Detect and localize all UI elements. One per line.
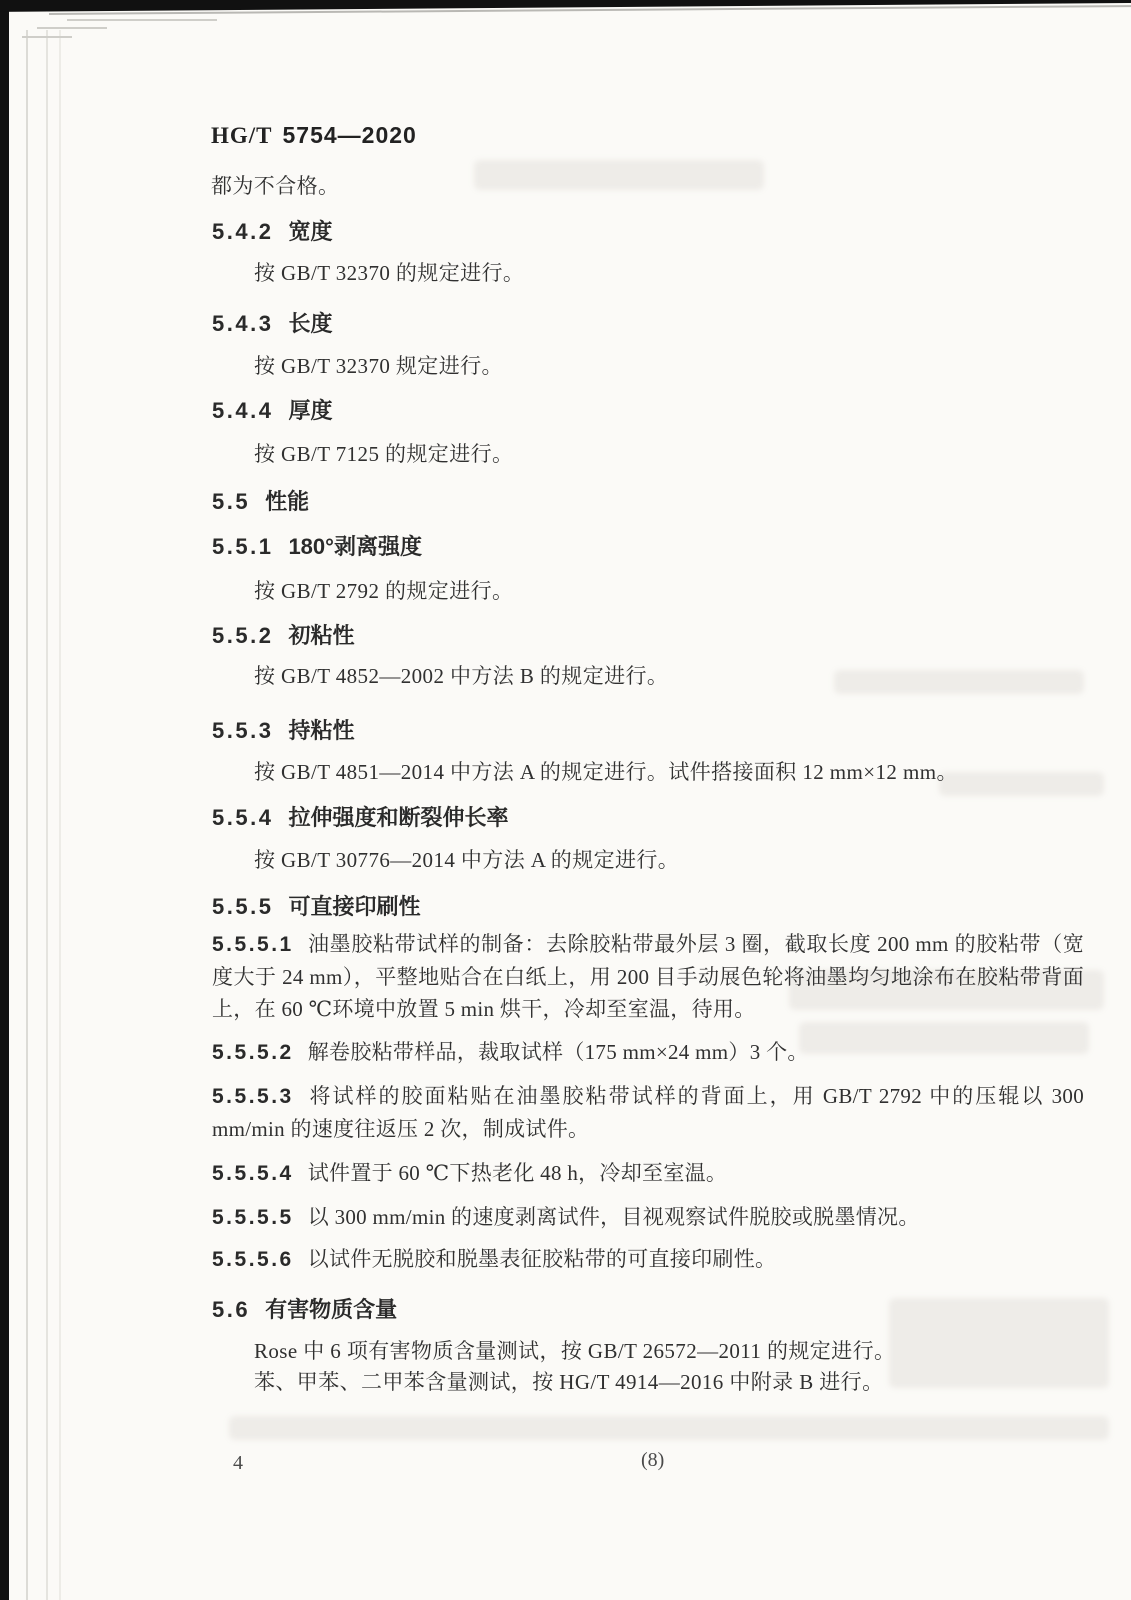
- clause-number: 5.5.5.5: [212, 1206, 294, 1229]
- page-stack-corner-line: [67, 19, 217, 21]
- footer-book-page-number: (8): [641, 1449, 665, 1471]
- standard-number-prefix: HG/T: [211, 123, 273, 148]
- clause-text: 油墨胶粘带试样的制备：去除胶粘带最外层 3 圈，截取长度 200 mm 的胶粘带（宽度大于 24 mm），平整地贴合在白纸上，用 200 目手动展色轮将油墨均匀地涂布在胶粘带背面上，在 60 ℃环境中放置 5 min 烘干，冷却至室温，待用。: [212, 932, 1084, 1021]
- clause-5-5-5-1: [212, 928, 1084, 1025]
- body-5-4-2: 按 GB/T 32370 的规定进行。: [254, 261, 525, 285]
- clause-5-5-5-2: [212, 1036, 1084, 1069]
- body-5-5-1: 按 GB/T 2792 的规定进行。: [254, 579, 514, 603]
- clause-text: 以试件无脱胶和脱墨表征胶粘带的可直接印刷性。: [307, 1247, 777, 1271]
- clause-5-5-5-6: [212, 1243, 1084, 1276]
- clause-text: 将试样的胶面粘贴在油墨胶粘带试样的背面上，用 GB/T 2792 中的压辊以 300 mm/min 的速度往返压 2 次，制成试件。: [212, 1084, 1084, 1141]
- heading-title: 宽度: [288, 219, 333, 244]
- ink-bleed-smudge: [229, 1416, 1109, 1440]
- heading-5-5-3: [212, 714, 354, 745]
- heading-number: 5.5.3: [212, 718, 274, 743]
- heading-title: 有害物质含量: [265, 1297, 398, 1322]
- clause-number: 5.5.5.3: [212, 1085, 294, 1108]
- body-5-6-line-1: Rose 中 6 项有害物质含量测试，按 GB/T 26572—2011 的规定进行。: [254, 1339, 896, 1363]
- clause-text: 解卷胶粘带样品，裁取试样（175 mm×24 mm）3 个。: [307, 1040, 809, 1064]
- heading-number: 5.5.4: [212, 805, 274, 830]
- heading-5-5: [212, 485, 309, 516]
- clause-number: 5.5.5.4: [212, 1162, 294, 1185]
- page-stack-corner-line: [22, 36, 72, 38]
- page-stack-edge-line: [26, 30, 28, 1600]
- body-5-5-4: 按 GB/T 30776—2014 中方法 A 的规定进行。: [254, 848, 680, 872]
- page-stack-edge-line: [59, 30, 61, 1600]
- heading-number: 5.4.3: [212, 311, 274, 336]
- clause-text: 以 300 mm/min 的速度剥离试件，目视观察试件脱胶或脱墨情况。: [307, 1205, 920, 1229]
- document-page: [9, 0, 1131, 1600]
- page-stack-edge-line: [46, 30, 48, 1600]
- heading-5-5-2: [212, 619, 354, 650]
- heading-title: 长度: [288, 311, 333, 336]
- heading-title: 持粘性: [288, 718, 355, 743]
- heading-number: 5.5: [212, 489, 251, 514]
- clause-number: 5.5.5.2: [212, 1041, 294, 1064]
- body-5-4-3: 按 GB/T 32370 规定进行。: [254, 354, 503, 378]
- heading-5-6: [212, 1293, 397, 1324]
- ink-bleed-smudge: [834, 670, 1084, 694]
- heading-5-5-5: [212, 890, 420, 921]
- heading-5-5-1: [212, 530, 422, 561]
- clause-number: 5.5.5.6: [212, 1248, 294, 1271]
- heading-number: 5.4.2: [212, 219, 274, 244]
- heading-number: 5.5.5: [212, 894, 274, 919]
- body-5-5-3: 按 GB/T 4851—2014 中方法 A 的规定进行。试件搭接面积 12 mm×12 mm。: [254, 760, 958, 784]
- heading-title: 初粘性: [288, 623, 355, 648]
- heading-5-4-2: [212, 215, 332, 246]
- ink-bleed-smudge: [939, 772, 1104, 796]
- heading-5-5-4: [212, 801, 508, 832]
- standard-number: [211, 122, 417, 149]
- heading-title: 拉伸强度和断裂伸长率: [288, 805, 509, 830]
- heading-title: 性能: [265, 489, 310, 514]
- ink-bleed-smudge: [474, 160, 764, 190]
- heading-title: 厚度: [288, 398, 333, 423]
- heading-5-4-4: [212, 394, 332, 425]
- heading-number: 5.4.4: [212, 398, 274, 423]
- heading-title: 可直接印刷性: [288, 894, 421, 919]
- clause-text: 试件置于 60 ℃下热老化 48 h，冷却至室温。: [307, 1161, 728, 1185]
- intro-sentence: 都为不合格。: [211, 174, 340, 198]
- heading-number: 5.5.2: [212, 623, 274, 648]
- heading-5-4-3: [212, 307, 332, 338]
- clause-number: 5.5.5.1: [212, 933, 294, 956]
- heading-title: 180°剥离强度: [288, 534, 422, 559]
- body-5-5-2: 按 GB/T 4852—2002 中方法 B 的规定进行。: [254, 664, 669, 688]
- clause-5-5-5-3: [212, 1080, 1084, 1145]
- body-5-4-4: 按 GB/T 7125 的规定进行。: [254, 442, 514, 466]
- body-5-6-line-2: 苯、甲苯、二甲苯含量测试，按 HG/T 4914—2016 中附录 B 进行。: [254, 1370, 884, 1394]
- clause-5-5-5-5: [212, 1201, 1084, 1234]
- heading-number: 5.5.1: [212, 534, 274, 559]
- footer-page-number: 4: [233, 1452, 243, 1474]
- page-stack-corner-line: [37, 27, 107, 29]
- clause-5-5-5-4: [212, 1157, 1084, 1190]
- heading-number: 5.6: [212, 1297, 251, 1322]
- ink-bleed-smudge: [889, 1298, 1109, 1388]
- standard-number-digits: 5754—2020: [282, 122, 417, 148]
